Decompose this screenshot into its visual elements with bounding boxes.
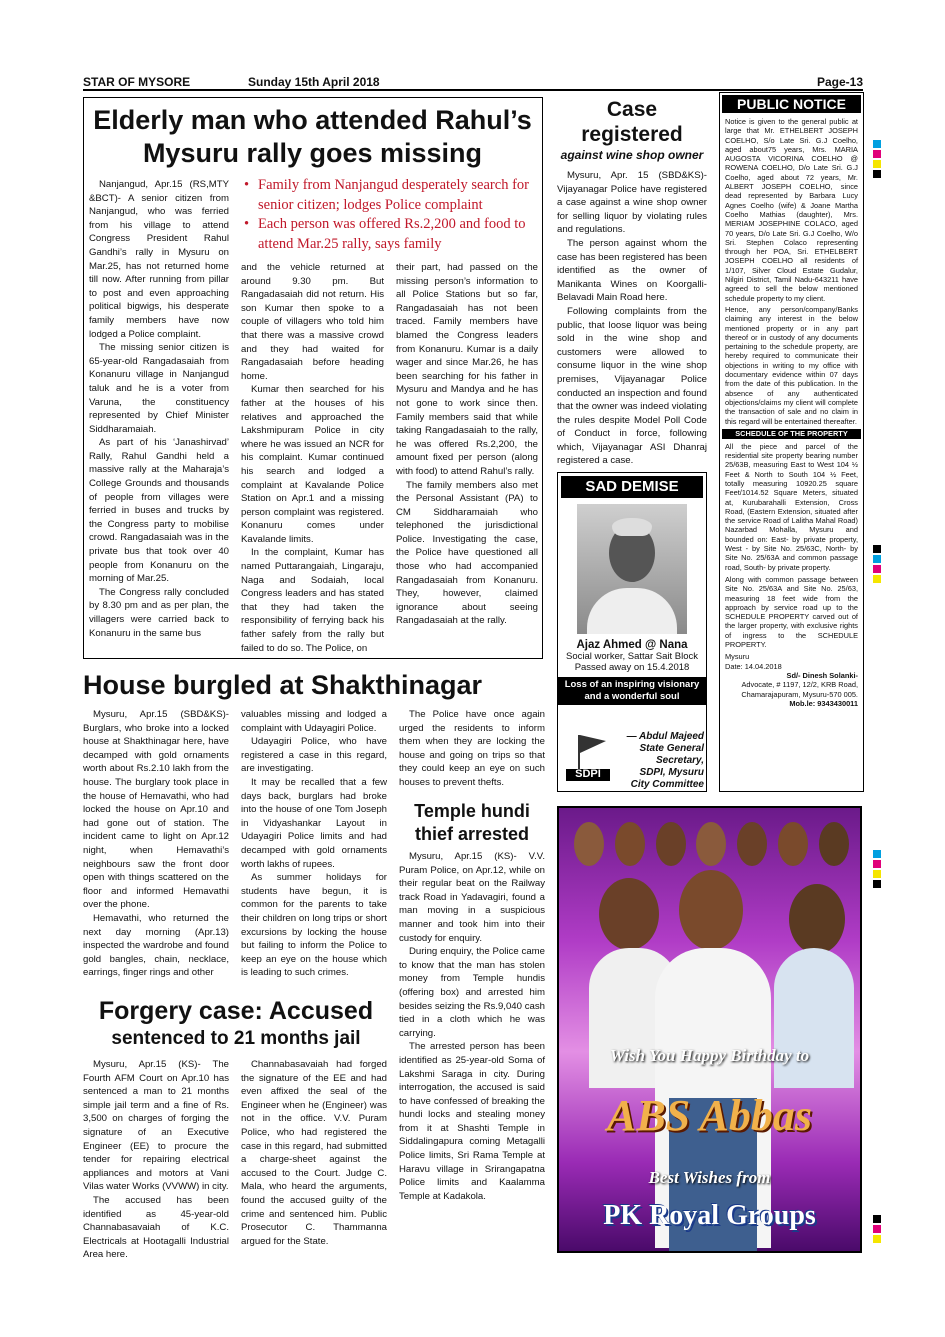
notice-paragraph: Notice is given to the general public at large that Mr. ETHELBERT JOSEPH COELHO, S/o Late Sri. G.J Coelho, aged about75 years, Mrs. MARIA AUGOSTA VICORINA COELHO @ ROWENA COELHO, D/o Late Sri. G.J Coelho, aged about 72 years, Mr. ALBERT JOSEPH COELHO, since dead represented by Barbara Lucy Agnes Coelho (wife) & Joane Martha Coelho Mathias (daughter), Mrs. MERIAM JOSEPHINE COLACO, aged 70 years, D/o Late Sri. G.J Coelho, W/o Sri. Stephen Colaco representing through her POA, Sri. ETHELBERT JOSEPH COELHO all residents of 1/107, Silver Cloud Estate Gudalur, Nilgiri District, Tamil Nadu-643211 have agreed to sell the below mentioned schedule property to my client. — [725, 117, 858, 303]
paragraph: It may be recalled that a few days back, burglars had broke into the house of one Tom Joseph in Vidyashankar Layout in Udayagiri Police limits and had decamped with gold ornaments worth lakhs of rupees. — [241, 776, 387, 870]
bullet-item: • Family from Nanjangud desperately search for senior citizen; lodges Police complaint — [244, 177, 529, 213]
schedule-title: SCHEDULE OF THE PROPERTY — [722, 429, 861, 439]
deceased-name: Ajaz Ahmed @ Nana — [576, 639, 688, 651]
paragraph: In the complaint, Kumar has named Puttarangaiah, Lingaraju, Naga and Sodaiah, local Congress leaders and has stated that they had taken the responsibility of ferrying back his father safely from the rally but failed to do so. The Police, on — [241, 547, 384, 654]
paragraph: Mysuru, Apr.15 (KS)- The Fourth AFM Court on Apr.10 has sentenced a man to 21 months simple jail term and a fine of Rs. 3,500 on charges of forging the signature of an Executive Engineer (EE) to procure the tender for repairing electrical appliances and motors at Vani Vilas water Works (VVWW) in city. — [83, 1059, 229, 1193]
notice-paragraph: Hence, any person/company/Banks claiming any interest in the below mentioned property or in any part thereof or in custody of any documents pertaining to the schedule property, are hereby required to communicate their objections in writing to my office with documentary evidence within 07 days from the date of this publication. In the absence of any authenticated objections/claims my client will complete the transaction of sale and no claim in this regard will be entertained thereafter. — [725, 304, 858, 426]
notice-title: PUBLIC NOTICE — [722, 95, 861, 113]
public-notice — [719, 92, 864, 792]
ad-best-wishes: Best Wishes from — [648, 1168, 771, 1187]
paragraph: The accused has been identified as 45-year-old Channabasavaiah of K.C. Electricals at Hootagalli Industrial Area here. — [83, 1194, 229, 1261]
paragraph: As summer holidays for students have begun, it is common for the parents to take their children on long trips or short excursions by locking the house but failing to inform the Police to keep an eye on the house which is leading to such crimes. — [241, 872, 387, 979]
wine-body — [557, 169, 707, 468]
page-header — [83, 73, 863, 91]
paragraph: Mysuru, Apr.15 (KS)- V.V. Puram Police, on Apr.12, while on their regular beat on the Railway track Road in Yadavagiri, found a man moving in a suspicious manner and took him into their custody for enquiry. — [399, 851, 545, 944]
paragraph: Udayagiri Police, who have registered a case in this regard, are investigating. — [241, 736, 387, 775]
paragraph: Nanjangud, Apr.15 (RS,MTY &BCT)- A senior citizen from Nanjangud, who was ferried from his village to attend Congress President Rahul Gandhi’s rally in Mysuru on Mar.25, has not returned home till now. After running from pillar to post and even approaching political bigwigs, his desperate family members have now lodged a Police complaint. — [89, 179, 229, 340]
paragraph: Mysuru, Apr. 15 (SBD&KS)- Vijayanagar Police have registered a case against a wine shop owner for selling liquor by violating rules and regulations. — [557, 170, 707, 236]
tribute-band: Loss of an inspiring visionary and a wonderful soul — [558, 677, 706, 705]
burglary-headline: House burgled at Shakthinagar — [83, 670, 483, 700]
story-col1 — [89, 178, 229, 640]
bullet-item: • Each person was offered Rs.2,200 and food to attend Mar.25 rally, says family — [244, 216, 526, 252]
burglary-col1 — [83, 708, 229, 980]
signatory: — Abdul Majeed State General Secretary, SDPI, Mysuru City Committee — [626, 731, 704, 790]
temple-body — [399, 850, 545, 1203]
paragraph: valuables missing and lodged a complaint with Udayagiri Police. — [241, 709, 387, 734]
headline: Case registered — [581, 98, 683, 146]
temple-headline: Temple hundi thief arrested — [414, 801, 530, 844]
story-elderly-man — [83, 97, 543, 659]
ad-greeting: Wish You Happy Birthday to — [609, 1046, 810, 1065]
paragraph: During enquiry, the Police came to know that the man has stolen money from Temple hundis (offering box) and arrested him besides seizing the Rs.9,040 cash tied in a cloth which he was carrying. — [399, 946, 545, 1039]
paragraph: Channabasavaiah had forged the signature of the EE and had even affixed the seal of the Engineer when he (Engineer) was not in the office. V.V. Puram Police, who had registered the case in this regard, had submitted a charge-sheet against the accused to the Court. Judge C. Mala, who heard the arguments, found the accused guilty of the crime and sentenced him. Public Prosecutor C. Thammanna argued for the State. — [241, 1059, 387, 1247]
burglary-col2 — [241, 708, 387, 980]
paragraph: As part of his ‘Janashirvad’ Rally, Rahul Gandhi held a massive rally at the Maharaja’s College Grounds and thousands of people from villages were ferried in buses and trucks by the Congress party to mobilise crowd. Rangadasaiah was in the private bus that took over 40 people from Konanuru on the morning of Mar.25. — [89, 437, 229, 585]
issue-date: Sunday 15th April 2018 — [248, 75, 380, 89]
paragraph: Kumar then searched for his father at the houses of his relatives and approached the Lakshmipuram Police in city where he was issued an NCR for his complaint. Kumar continued his search and lodged a complaint at Kavalande Police Station on Apr.1 and a missing person complaint was registered. Konanuru comes under Kavalande limits. — [241, 384, 384, 545]
notice-signature: Sd/- Dinesh Solanki- Advocate, # 1197, 12/2, KRB Road, Chamarajapuram, Mysuru-570 005. Mob.le: 9343430011 — [741, 670, 858, 708]
paragraph: and the vehicle returned at around 9.30 pm. But Rangadasaiah did not return. His son Kumar then spoke to a couple of villagers who told him that there was a massive crowd and they had waited for Rangadasaiah before heading home. — [241, 262, 384, 382]
paragraph: The family members also met the Personal Assistant (PA) to CM Siddharamaiah who telephoned the jurisdictional Police. Investigating the case, the Police have questioned all those who had accompanied Rangadasaiah from Konanuru. They, however, claimed ignorance about seeing Rangadasaiah at the rally. — [396, 479, 538, 627]
headline — [84, 104, 541, 170]
forgery-col2 — [241, 1058, 387, 1248]
notice-body — [720, 115, 863, 710]
highlight-bullets — [244, 176, 539, 254]
paragraph: The missing senior citizen is 65-year-old Rangadasaiah from Konanuru village in Nanjangud taluk and he is a voter from Varuna, the constituency represented by Chief Minister Siddharamaiah. — [89, 342, 229, 435]
sdpi-logo — [566, 731, 610, 781]
forgery-headline: Forgery case: Accused sentenced to 21 months jail — [98, 997, 374, 1049]
notice-date: Date: 14.04.2018 — [725, 661, 782, 671]
deceased-photo — [577, 504, 687, 634]
paragraph: Mysuru, Apr.15 (SBD&KS)- Burglars, who broke into a locked house at Shakthinagar here, have decamped with gold ornaments worth about Rs.2.10 lakh from the house. The burglary took place in the house of Hemavathi, who had locked the house on Apr.10 and had gone out of station. The incident came to light on Apr.12 night, when Hemavathi’s neighbours saw the front door open with things scattered on the floor and informed Hemavathi over the phone. — [83, 709, 229, 911]
paragraph: The Congress rally concluded by 8.30 pm and as per plan, the villagers were carried back to Konanuru in the same bus — [89, 586, 229, 639]
subhead: against wine shop owner — [560, 148, 704, 162]
paper-name: STAR OF MYSORE — [83, 75, 191, 89]
page-number: Page-13 — [816, 75, 863, 89]
logo-text: SDPI — [575, 768, 601, 780]
deceased-role: Social worker, Sattar Sait Block — [566, 651, 698, 662]
burglary-col3 — [399, 708, 545, 790]
ad-name: ABS Abbas — [606, 1091, 812, 1140]
sad-demise-box — [557, 472, 707, 792]
paragraph: The Police have once again urged the residents to inform them when they are locking the house and going on trips so that they could keep an eye on such houses to prevent thefts. — [399, 709, 545, 788]
deceased-date: Passed away on 15.4.2018 — [574, 662, 690, 673]
paragraph: their part, had passed on the missing person’s information to all Police Stations but so far, Rangadasaiah has not been traced. Family members have blamed the Congress leaders from Konanuru. Kumar is a daily wager and since Mar.26, he has been searching for his father in Mysuru and Mandya and he has not gone to work since then. Family members said that while taking Rangadasaiah to the rally, he was offered Rs.2,200, the amount fixed per person (along with food) to attend Rahul’s rally. — [396, 262, 538, 477]
headline-line2: Mysuru rally goes missing — [142, 138, 483, 168]
paragraph: The arrested person has been identified as 25-year-old Soma of Lakshmi Saraga in city. During interrogation, the accused is said to have confessed of breaking the hundi locks and stealing money from it at Shashti Temple in Siddalingapura coming Metagalli Police limits, Sri Rama Temple at Haravu village in Srirangapatna Police limits and Kaalamma Temple at Kadakola. — [399, 1041, 545, 1202]
story-col2 — [241, 261, 384, 655]
demise-title: SAD DEMISE — [561, 476, 703, 498]
birthday-ad — [557, 806, 862, 1253]
ad-brand: PK Royal Groups — [603, 1200, 816, 1231]
notice-paragraph: All the piece and parcel of the residential site property bearing number 25/63B, measuring East to West 104 ½ Feet & North to South 104 ½ Feet, totally measuring 10920.25 square Feet/1014.52 Square Meters, situated at, Kurubarahalli Extension, Cross Road, (Eastern Extension, situated after the service Road of Lalitha Mahal Road) Nazarbad Mohalla, Mysuru and bounded on: East- by private property, West - by Site No. 25/63C, North- by Site No. 25/63A and common passage road, South- by private property. — [725, 441, 858, 572]
paragraph: The person against whom the case has been registered has been identified as the owner of Manikanta Wines on Koorgalli-Belavadi Main Road here. — [557, 237, 707, 304]
headline-line1: Elderly man who attended Rahul’s — [93, 105, 532, 135]
notice-paragraph: Along with common passage between Site No. 25/63A and Site No. 25/63, measuring 18 feet wide from the approach by service road up to the SCHEDULE PROPERTY carved out of the larger property, with exclusive rights of ingress to the SCHEDULE PROPERTY. — [725, 574, 858, 650]
story-wine-shop — [557, 97, 707, 467]
paragraph: Hemavathi, who returned the next day morning (Apr.13) inspected the wardrobe and found gold bangles, chain, necklace, earrings, finger rings and other — [83, 912, 229, 979]
forgery-col1 — [83, 1058, 229, 1262]
story-col3 — [396, 261, 538, 628]
paragraph: Following complaints from the public, that loose liquor was being sold in the wine shop and customers were allowed to consume liquor in the wine shop premises, Vijayanagar Police conducted an inspection and found that the owner was indeed violating the rules despite Model Poll Code of Conduct in force, following which, Vijayanagar ASI Dhanraj registered a case. — [557, 305, 707, 467]
notice-place: Mysuru — [725, 652, 750, 662]
